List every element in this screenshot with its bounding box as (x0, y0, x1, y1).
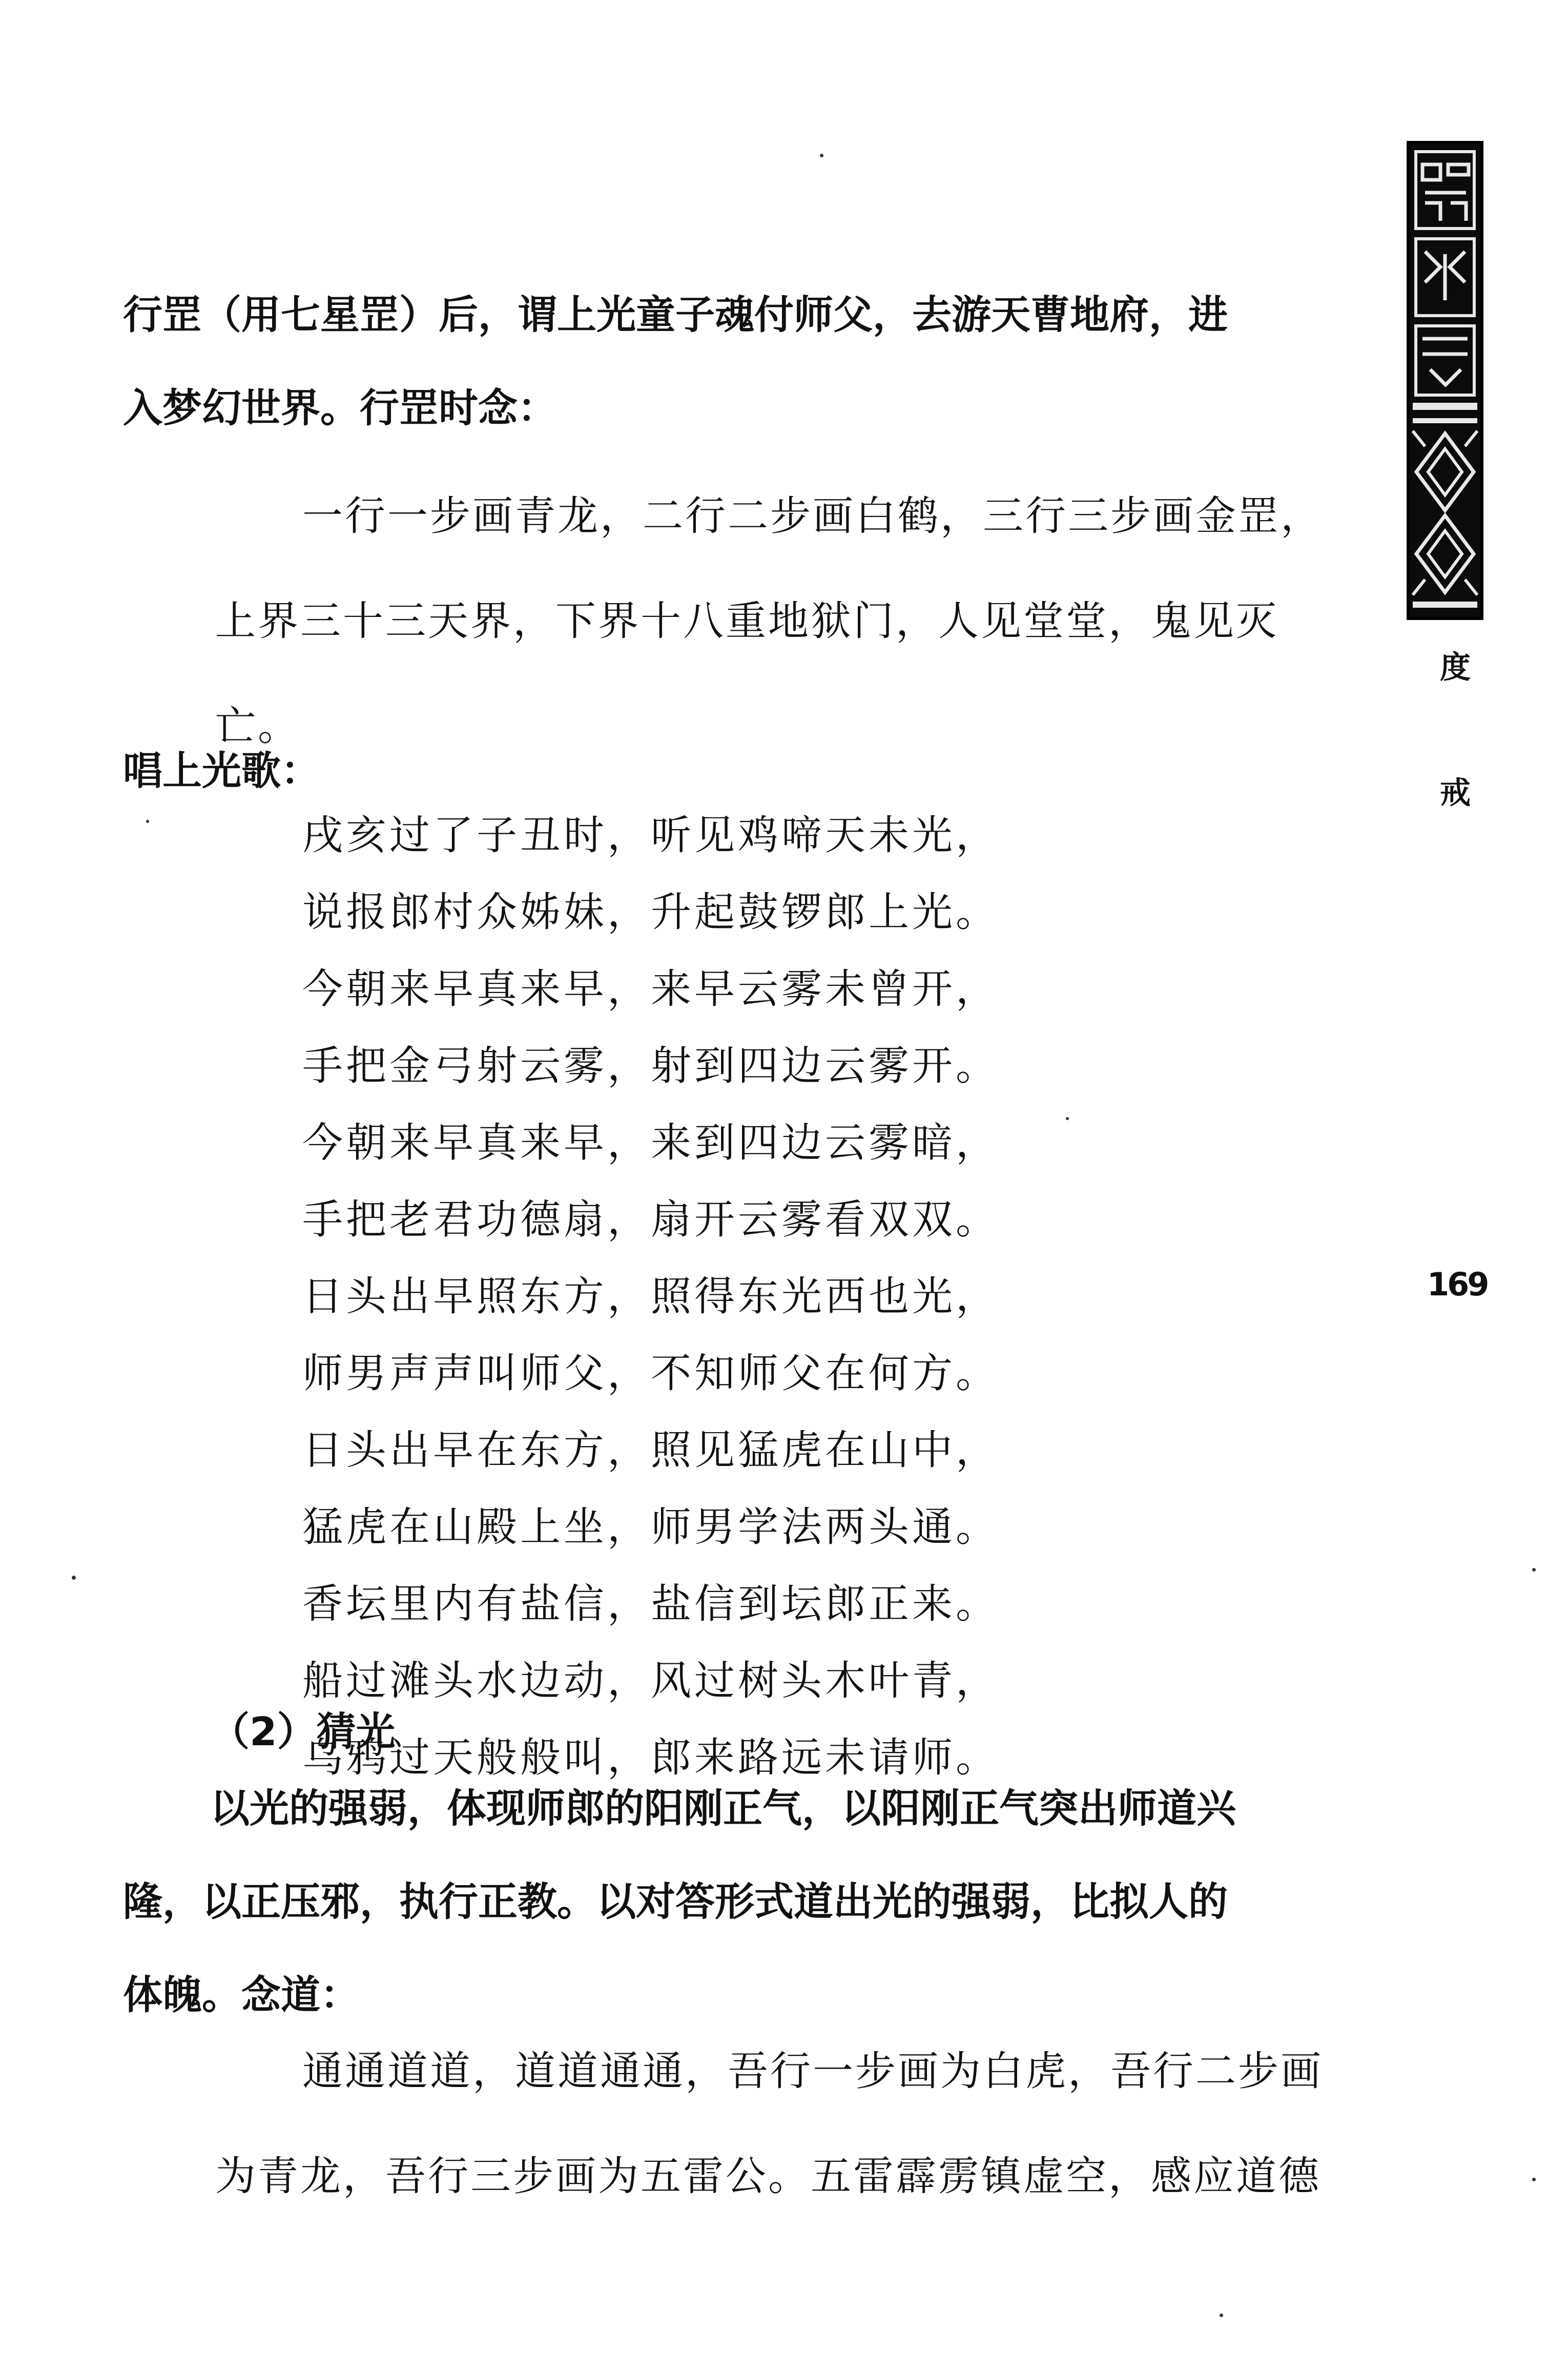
scan-speck (1066, 1117, 1069, 1120)
chant-line: 亡。 (215, 703, 300, 750)
ornament-pattern-icon (1410, 144, 1480, 617)
chant-line: 通通道道，道道通通，吾行一步画为白虎，吾行二步画 (302, 2048, 1323, 2095)
song-line: 船过滩头水边动，风过树头木叶青， (302, 1657, 999, 1704)
intro-line: 行罡（用七星罡）后，谓上光童子魂付师父，去游天曹地府，进 (123, 293, 1228, 338)
song-line: 手把金弓射云雾，射到四边云雾开。 (302, 1042, 999, 1089)
song-line: 猛虎在山殿上坐，师男学法两头通。 (302, 1503, 999, 1551)
song-line: 说报郎村众姊妹，升起鼓锣郎上光。 (302, 889, 999, 936)
song-line: 日头出早在东方，照见猛虎在山中， (302, 1427, 999, 1474)
side-title-char: 戒 (1440, 775, 1471, 811)
section-line: 以光的强弱，体现师郎的阳刚正气，以阳刚正气突出师道兴 (210, 1786, 1236, 1832)
scan-speck (1220, 2313, 1223, 2317)
song-line: 戌亥过了子丑时，听见鸡啼天未光， (302, 812, 999, 859)
side-title-char: 度 (1440, 650, 1471, 686)
chant-block-1 (215, 464, 1327, 779)
song-line: 乌鸦过天般般叫，郎来路远未请师。 (302, 1734, 999, 1781)
section-line: 隆，以正压邪，执行正教。以对答形式道出光的强弱，比拟人的 (123, 1879, 1228, 1925)
chant-line: 为青龙，吾行三步画为五雷公。五雷霹雳镇虚空，感应道德 (215, 2153, 1321, 2200)
song-line: 师男声声叫师父，不知师父在何方。 (302, 1350, 999, 1397)
intro-line: 入梦幻世界。行罡时念： (123, 386, 557, 431)
page-number: 169 (1427, 1266, 1488, 1303)
section-paragraph (123, 1763, 1327, 2042)
chant-line: 一行一步画青龙，二行二步画白鹤，三行三步画金罡， (302, 492, 1323, 540)
scan-speck (1532, 1568, 1536, 1572)
chant-line: 上界三十三天界，下界十八重地狱门，人见堂堂，鬼见灭 (215, 597, 1278, 645)
intro-paragraph (123, 269, 1327, 456)
section-heading: （2）猜光 (210, 1709, 396, 1755)
scan-speck (146, 820, 149, 823)
song-line: 手把老君功德扇，扇开云雾看双双。 (302, 1196, 999, 1243)
scan-speck (820, 154, 823, 157)
decorative-border-ornament (1407, 141, 1483, 620)
song-heading: 唱上光歌： (123, 749, 320, 794)
chant-block-2 (215, 2019, 1327, 2229)
song-line: 日头出早照东方，照得东光西也光， (302, 1273, 999, 1320)
section-line: 体魄。念道： (123, 1973, 360, 2018)
scan-speck (72, 1576, 76, 1580)
song-line: 今朝来早真来早，来到四边云雾暗， (302, 1119, 999, 1166)
song-line: 今朝来早真来早，来早云雾未曾开， (302, 965, 999, 1013)
song-line: 香坛里内有盐信，盐信到坛郎正来。 (302, 1580, 999, 1627)
song-verses (302, 797, 999, 1796)
scan-speck (1532, 2178, 1536, 2181)
